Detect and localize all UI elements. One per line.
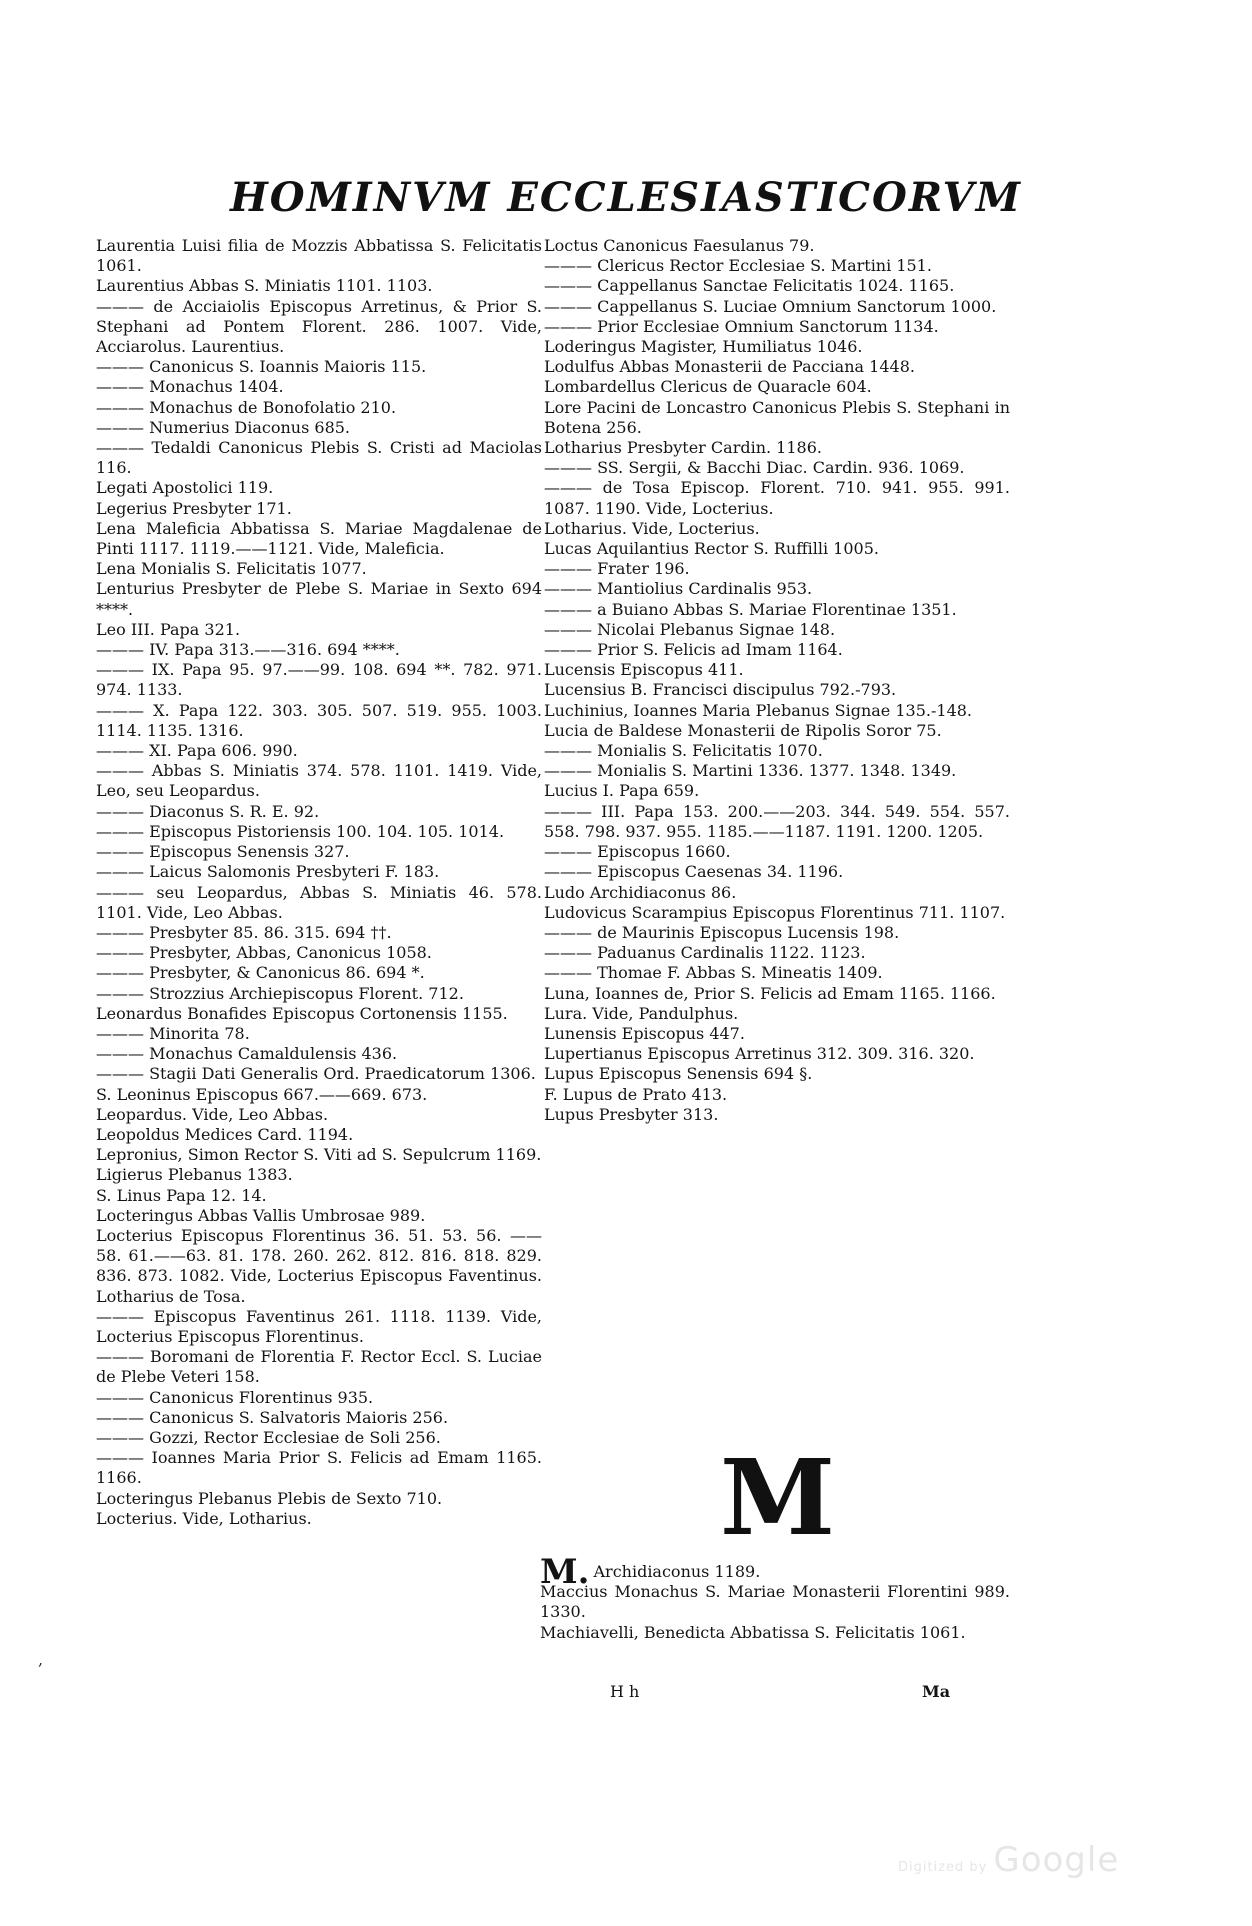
index-entry: Leopardus. Vide, Leo Abbas. bbox=[96, 1104, 329, 1124]
index-entry: ——— Gozzi, Rector Ecclesiae de Soli 256. bbox=[96, 1427, 441, 1447]
index-entry: Loctus Canonicus Faesulanus 79. bbox=[544, 236, 815, 255]
index-entry: Lupus Episcopus Senensis 694 §. bbox=[544, 1064, 813, 1084]
index-entry: ——— Prior S. Felicis ad Imam 1164. bbox=[544, 640, 843, 660]
index-entry: ——— SS. Sergii, & Bacchi Diac. Cardin. 936. 1069. bbox=[544, 458, 965, 478]
index-entry: Lucensius B. Francisci discipulus 792.-793. bbox=[544, 680, 897, 700]
index-entry: ——— a Buiano Abbas S. Mariae Florentinae 1351. bbox=[544, 599, 957, 619]
index-entry: ——— III. Papa 153. 200.——203. 344. 549. 554. 557. 558. 798. 937. 955. 1185.——1187. 1191. 1200. 1205. bbox=[544, 801, 1010, 841]
index-entry: ——— de Maurinis Episcopus Lucensis 198. bbox=[544, 922, 900, 942]
index-entry: ——— Tedaldi Canonicus Plebis S. Cristi ad Maciolas 116. bbox=[96, 438, 542, 478]
index-entry: ——— Mantiolius Cardinalis 953. bbox=[544, 579, 813, 599]
index-entry: F. Lupus de Prato 413. bbox=[544, 1084, 728, 1104]
index-entry: Lena Maleficia Abbatissa S. Mariae Magdalenae de Pinti 1117. 1119.——1121. Vide, Maleficia. bbox=[96, 518, 542, 559]
index-entry: ——— Episcopus Pistoriensis 100. 104. 105. 1014. bbox=[96, 821, 505, 841]
index-entry: Lucia de Baldese Monasterii de Ripolis Soror 75. bbox=[544, 720, 942, 740]
index-entry: Leopoldus Medices Card. 1194. bbox=[96, 1124, 354, 1144]
index-entry: ——— Clericus Rector Ecclesiae S. Martini 151. bbox=[544, 256, 932, 276]
index-entry: ——— Cappellanus Sanctae Felicitatis 1024. 1165. bbox=[544, 276, 955, 296]
index-entry: ——— Minorita 78. bbox=[96, 1023, 250, 1043]
index-entry: Maccius Monachus S. Mariae Monasterii Florentini 989. 1330. bbox=[540, 1582, 1010, 1622]
index-entry: Ligierus Plebanus 1383. bbox=[96, 1165, 293, 1185]
index-entry: ——— XI. Papa 606. 990. bbox=[96, 741, 298, 761]
index-entry: S. Linus Papa 12. 14. bbox=[96, 1185, 267, 1205]
index-entry: ——— Diaconus S. R. E. 92. bbox=[96, 801, 320, 821]
index-entry: ——— Strozzius Archiepiscopus Florent. 712. bbox=[96, 983, 464, 1003]
index-entry: Locterius Episcopus Florentinus 36. 51. 53. 56. ——58. 61.——63. 81. 178. 260. 262. 812. 816. 818. 829. 836. 873. 1082. Vide, Locterius Episcopus Faventinus. Lotharius de Tosa. bbox=[96, 1225, 542, 1306]
index-entry: Lenturius Presbyter de Plebe S. Mariae in Sexto 694 ****. bbox=[96, 579, 542, 619]
index-entry: Lodulfus Abbas Monasterii de Pacciana 1448. bbox=[544, 357, 915, 377]
index-entry: Lucius I. Papa 659. bbox=[544, 781, 700, 801]
index-entry: Lucensis Episcopus 411. bbox=[544, 660, 744, 680]
index-column-left bbox=[96, 236, 542, 1529]
watermark-brand: Google bbox=[993, 1840, 1120, 1880]
index-entry: Locteringus Plebanus Plebis de Sexto 710. bbox=[96, 1488, 443, 1508]
index-entry bbox=[540, 1552, 1010, 1592]
index-entry: Lotharius Presbyter Cardin. 1186. bbox=[544, 438, 822, 458]
index-entry: Lupus Presbyter 313. bbox=[544, 1104, 719, 1124]
index-entry: ——— Nicolai Plebanus Signae 148. bbox=[544, 619, 836, 639]
index-entry: ——— Canonicus S. Ioannis Maioris 115. bbox=[96, 357, 427, 377]
index-entry: Lupertianus Episcopus Arretinus 312. 309. 316. 320. bbox=[544, 1044, 975, 1064]
index-entry: ——— Boromani de Florentia F. Rector Eccl. S. Luciae de Plebe Veteri 158. bbox=[96, 1347, 542, 1387]
index-entry: Lunensis Episcopus 447. bbox=[544, 1023, 745, 1043]
margin-mark: , bbox=[38, 1650, 44, 1669]
index-entry: ——— Monachus 1404. bbox=[96, 377, 284, 397]
index-entry: Leonardus Bonafides Episcopus Cortonensis 1155. bbox=[96, 1003, 508, 1023]
index-entry: Laurentia Luisi filia de Mozzis Abbatissa S. Felicitatis 1061. bbox=[96, 236, 542, 276]
index-entry: Loderingus Magister, Humiliatus 1046. bbox=[544, 337, 863, 357]
index-entry: ——— Presbyter 85. 86. 315. 694 ††. bbox=[96, 922, 392, 942]
index-entry: Lotharius. Vide, Locterius. bbox=[544, 518, 760, 538]
index-entry: Leo III. Papa 321. bbox=[96, 619, 241, 639]
index-entry: Locteringus Abbas Vallis Umbrosae 989. bbox=[96, 1205, 426, 1225]
index-entry: ——— de Tosa Episcop. Florent. 710. 941. 955. 991. 1087. 1190. Vide, Locterius. bbox=[544, 478, 1010, 518]
index-entry: ——— Paduanus Cardinalis 1122. 1123. bbox=[544, 943, 866, 963]
index-entry: Lura. Vide, Pandulphus. bbox=[544, 1003, 739, 1023]
index-entry: ——— IX. Papa 95. 97.——99. 108. 694 **. 782. 971. 974. 1133. bbox=[96, 660, 542, 700]
index-entry: ——— Monialis S. Martini 1336. 1377. 1348. 1349. bbox=[544, 761, 957, 781]
index-entry: Locterius. Vide, Lotharius. bbox=[96, 1508, 312, 1528]
index-entry: ——— Monachus de Bonofolatio 210. bbox=[96, 397, 397, 417]
index-entry: Machiavelli, Benedicta Abbatissa S. Felicitatis 1061. bbox=[540, 1622, 966, 1642]
index-entry: ——— Cappellanus S. Luciae Omnium Sanctorum 1000. bbox=[544, 296, 997, 316]
index-entry: ——— Episcopus Senensis 327. bbox=[96, 842, 350, 862]
index-entry: Lepronius, Simon Rector S. Viti ad S. Sepulcrum 1169. bbox=[96, 1145, 542, 1165]
index-entry: Lucas Aquilantius Rector S. Ruffilli 1005. bbox=[544, 539, 879, 559]
index-column-right bbox=[544, 236, 1010, 1125]
index-entry: ——— Canonicus S. Salvatoris Maioris 256. bbox=[96, 1407, 449, 1427]
index-entry: ——— Episcopus Caesenas 34. 1196. bbox=[544, 862, 844, 882]
section-initial: M. bbox=[540, 1552, 590, 1592]
index-entry: ——— Ioannes Maria Prior S. Felicis ad Emam 1165. 1166. bbox=[96, 1448, 542, 1488]
section-letter: M bbox=[720, 1436, 836, 1559]
index-entry: Luna, Ioannes de, Prior S. Felicis ad Emam 1165. 1166. bbox=[544, 983, 996, 1003]
index-entry: ——— Episcopus 1660. bbox=[544, 842, 731, 862]
index-entry: ——— Monachus Camaldulensis 436. bbox=[96, 1044, 398, 1064]
index-entry: ——— seu Leopardus, Abbas S. Miniatis 46. 578. 1101. Vide, Leo Abbas. bbox=[96, 882, 542, 922]
index-entry: Lena Monialis S. Felicitatis 1077. bbox=[96, 559, 367, 579]
watermark-prefix: Digitized by bbox=[898, 1860, 988, 1875]
index-entry: ——— Thomae F. Abbas S. Mineatis 1409. bbox=[544, 963, 883, 983]
signature-mark: H h bbox=[610, 1682, 640, 1701]
index-entry: Laurentius Abbas S. Miniatis 1101. 1103. bbox=[96, 276, 433, 296]
index-entry: Lore Pacini de Loncastro Canonicus Plebis S. Stephani in Botena 256. bbox=[544, 397, 1010, 437]
index-entry: ——— Canonicus Florentinus 935. bbox=[96, 1387, 374, 1407]
m-section bbox=[540, 1552, 1010, 1643]
index-entry: ——— X. Papa 122. 303. 305. 507. 519. 955. 1003. 1114. 1135. 1316. bbox=[96, 700, 542, 740]
index-entry: ——— Laicus Salomonis Presbyteri F. 183. bbox=[96, 862, 440, 882]
index-entry: Lombardellus Clericus de Quaracle 604. bbox=[544, 377, 872, 397]
index-entry: ——— Stagii Dati Generalis Ord. Praedicatorum 1306. bbox=[96, 1064, 536, 1084]
m-section-entries bbox=[540, 1582, 1010, 1643]
index-entry: Legerius Presbyter 171. bbox=[96, 498, 292, 518]
index-entry: ——— Prior Ecclesiae Omnium Sanctorum 1134. bbox=[544, 316, 939, 336]
index-entry: Ludo Archidiaconus 86. bbox=[544, 882, 737, 902]
index-entry: S. Leoninus Episcopus 667.——669. 673. bbox=[96, 1084, 428, 1104]
index-entry: ——— de Acciaiolis Episcopus Arretinus, & Prior S. Stephani ad Pontem Florent. 286. 1007. Vide, Acciarolus. Laurentius. bbox=[96, 296, 542, 357]
digitization-watermark bbox=[898, 1840, 1119, 1880]
index-entry: Legati Apostolici 119. bbox=[96, 478, 274, 498]
page-title: HOMINVM ECCLESIASTICORVM bbox=[229, 174, 1022, 221]
index-entry: ——— Monialis S. Felicitatis 1070. bbox=[544, 741, 823, 761]
index-entry: ——— Abbas S. Miniatis 374. 578. 1101. 1419. Vide, Leo, seu Leopardus. bbox=[96, 761, 542, 801]
index-entry: ——— Numerius Diaconus 685. bbox=[96, 417, 351, 437]
entry-text: Archidiaconus 1189. bbox=[593, 1562, 761, 1581]
index-entry: ——— Presbyter, & Canonicus 86. 694 *. bbox=[96, 963, 425, 983]
index-entry: Ludovicus Scarampius Episcopus Florentinus 711. 1107. bbox=[544, 902, 1006, 922]
index-entry: ——— IV. Papa 313.——316. 694 ****. bbox=[96, 640, 400, 660]
index-entry: ——— Frater 196. bbox=[544, 559, 690, 579]
catchword: Ma bbox=[922, 1682, 951, 1701]
index-entry: Luchinius, Ioannes Maria Plebanus Signae 135.-148. bbox=[544, 700, 973, 720]
index-entry: ——— Episcopus Faventinus 261. 1118. 1139. Vide, Locterius Episcopus Florentinus. bbox=[96, 1306, 542, 1346]
index-entry: ——— Presbyter, Abbas, Canonicus 1058. bbox=[96, 943, 432, 963]
